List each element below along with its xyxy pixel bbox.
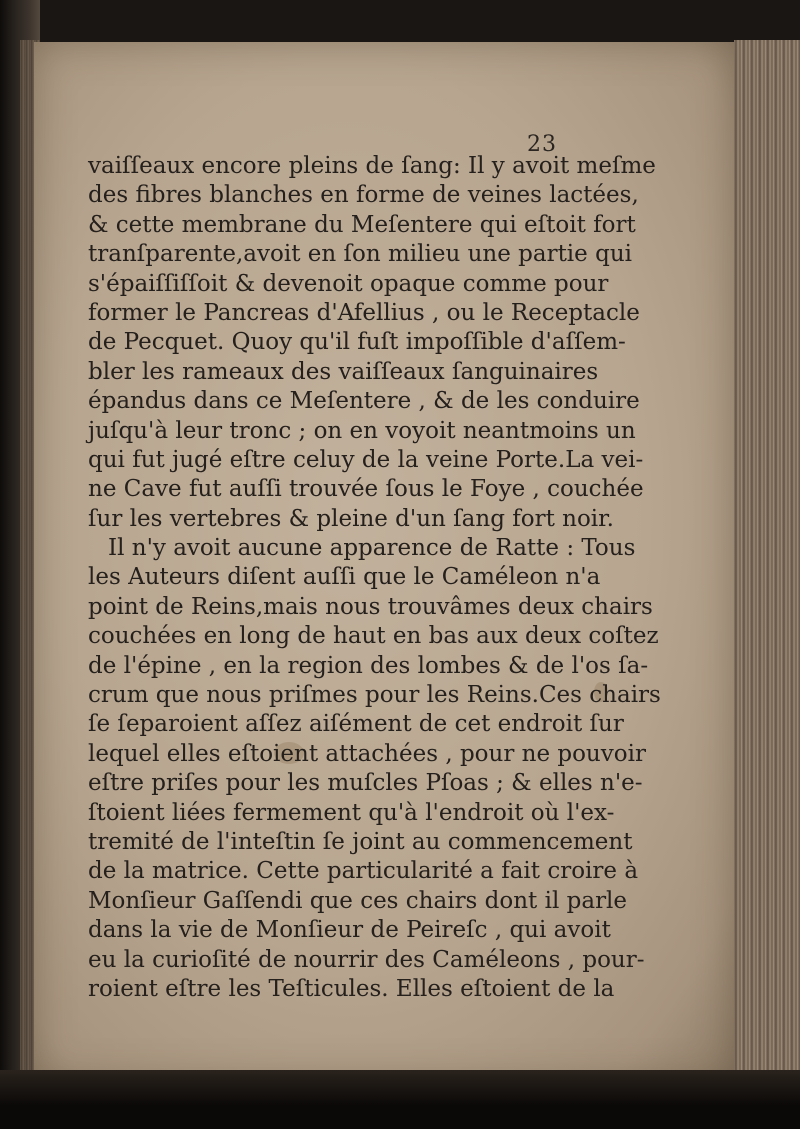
page-number: 23 <box>527 132 557 157</box>
text-line: tranſparente,avoit en ſon milieu une partie qui <box>88 241 632 268</box>
text-line: tremité de l'inteſtin ſe joint au commencement <box>88 828 633 855</box>
dark-background-bottom <box>0 1070 800 1129</box>
text-line: les Auteurs diſent auſſi que le Caméleon n'a <box>88 564 601 591</box>
text-line: de Pecquet. Quoy qu'il fuſt impoſſible d'aſſem- <box>88 329 626 356</box>
page-text <box>88 152 661 1004</box>
text-line: point de Reins,mais nous trouvâmes deux chairs <box>88 593 653 620</box>
text-line: crum que nous priſmes pour les Reins.Ces chairs <box>88 682 661 709</box>
text-line: eſtre priſes pour les muſcles Pſoas ; & elles n'e- <box>88 770 643 797</box>
text-line: ne Cave fut auſſi trouvée ſous le Foye , couchée <box>88 476 644 503</box>
text-line: ſur les vertebres & pleine d'un ſang fort noir. <box>88 505 614 532</box>
text-line: ſtoient liées fermement qu'à l'endroit où l'ex- <box>88 799 615 826</box>
text-line: Il n'y avoit aucune apparence de Ratte : Tous <box>108 535 636 562</box>
text-line: roient eſtre les Teſticules. Elles eſtoient de la <box>88 975 615 1002</box>
page-edges-right <box>734 40 800 1090</box>
text-line: qui fut jugé eſtre celuy de la veine Porte.La vei- <box>88 446 644 473</box>
text-line: juſqu'à leur tronc ; on en voyoit neantmoins un <box>88 417 636 444</box>
text-line: dans la vie de Monſieur de Peireſc , qui avoit <box>88 917 611 944</box>
text-line: de l'épine , en la region des lombes & de l'os ſa- <box>88 652 649 679</box>
text-line: eu la curioſité de nourrir des Caméleons , pour- <box>88 946 645 973</box>
text-line: épandus dans ce Meſentere , & de les conduire <box>88 388 640 415</box>
text-line: former le Pancreas d'Afellius , ou le Receptacle <box>88 299 640 326</box>
text-line: lequel elles eſtoient attachées , pour ne pouvoir <box>88 740 646 767</box>
text-line: s'épaiſſiſſoit & devenoit opaque comme pour <box>88 270 609 297</box>
text-line: des fibres blanches en forme de veines lactées, <box>88 182 639 209</box>
text-line: ſe ſeparoient aſſez aiſément de cet endroit ſur <box>88 711 624 738</box>
text-line: de la matrice. Cette particularité a fait croire à <box>88 858 639 885</box>
text-line: bler les rameaux des vaiſſeaux ſanguinaires <box>88 358 599 385</box>
text-line: couchées en long de haut en bas aux deux coſtez <box>88 623 659 650</box>
text-line: Monſieur Gaſſendi que ces chairs dont il parle <box>88 887 628 914</box>
text-line: vaiſſeaux encore pleins de ſang: Il y avoit meſme <box>88 153 656 179</box>
text-line: & cette membrane du Meſentere qui eſtoit fort <box>88 211 636 238</box>
